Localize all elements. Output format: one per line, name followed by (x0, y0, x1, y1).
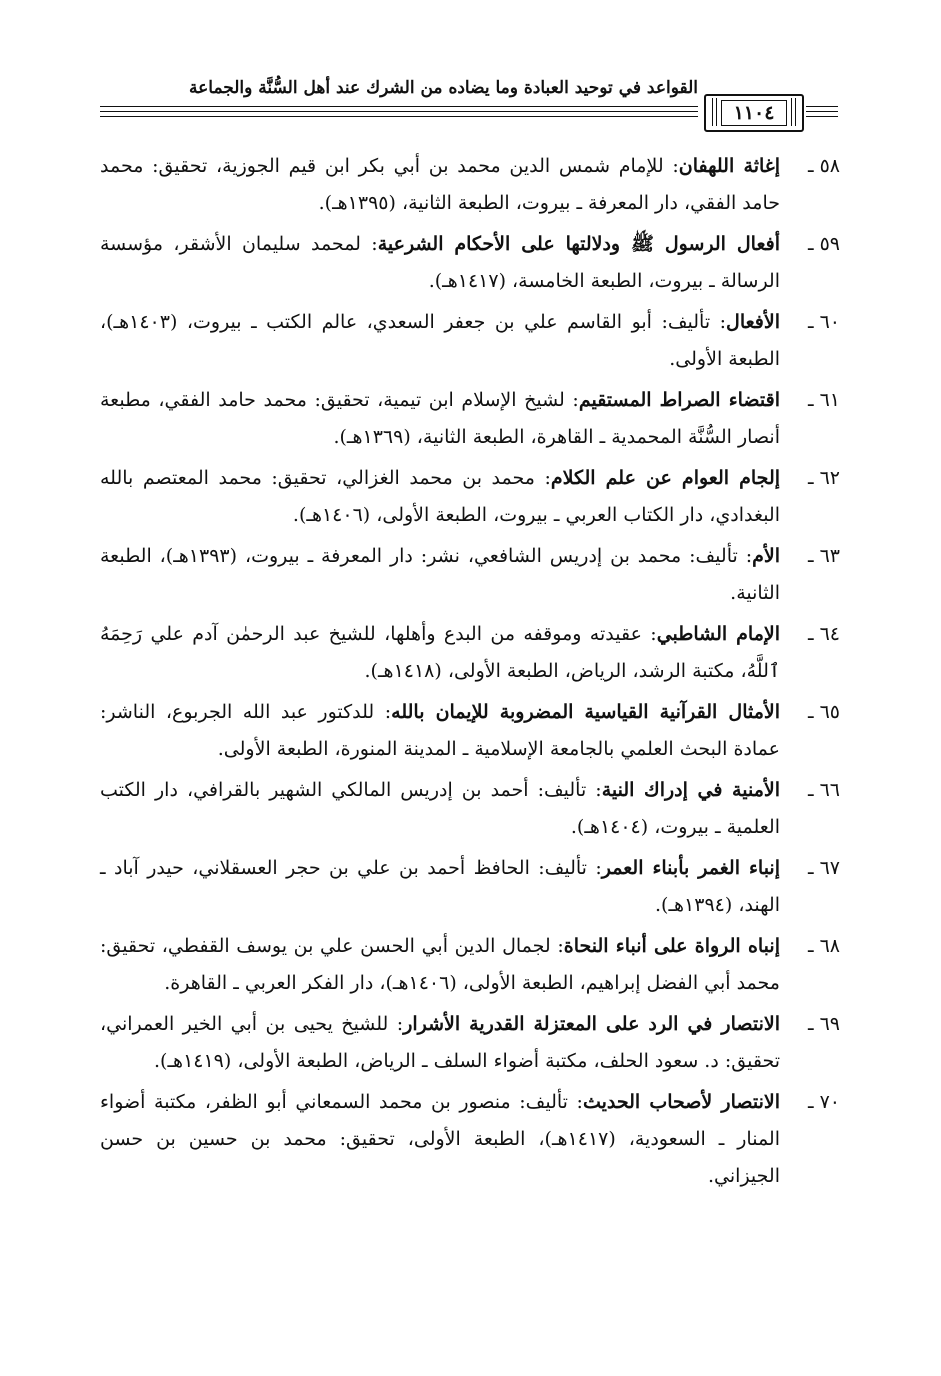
reference-title: إنباه الرواة على أنباء النحاة (563, 935, 780, 957)
reference-details: : للدكتور عبد الله الجربوع، الناشر: عمادة البحث العلمي بالجامعة الإسلامية ـ المدينة المنورة، الطبعة الأولى. (100, 701, 780, 760)
reference-details: : لشيخ الإسلام ابن تيمية، تحقيق: محمد حامد الفقي، مطبعة أنصار السُّنَّة المحمدية ـ القاهرة، الطبعة الثانية، (١٣٦٩هـ). (100, 389, 780, 448)
reference-number: ٦٢ ـ (807, 467, 840, 489)
reference-number: ٦٤ ـ (807, 623, 840, 645)
reference-number: ٦٣ ـ (807, 545, 840, 567)
reference-details: : تأليف: أحمد بن إدريس المالكي الشهير بالقرافي، دار الكتب العلمية ـ بيروت، (١٤٠٤هـ). (100, 779, 780, 838)
reference-number: ٧٠ ـ (807, 1091, 840, 1113)
header-rule (100, 106, 698, 107)
reference-item (100, 226, 840, 300)
reference-details: : تأليف: محمد بن إدريس الشافعي، نشر: دار المعرفة ـ بيروت، (١٣٩٣هـ)، الطبعة الثانية. (100, 545, 780, 604)
reference-title: الأمثال القرآنية القياسية المضروبة للإيمان بالله (391, 701, 781, 723)
reference-details: : محمد بن محمد الغزالي، تحقيق: محمد المعتصم بالله البغدادي، دار الكتاب العربي ـ بيروت، الطبعة الأولى، (١٤٠٦هـ). (100, 467, 780, 526)
reference-item (100, 850, 840, 924)
header-rule (806, 106, 838, 107)
reference-item (100, 928, 840, 1002)
reference-item (100, 1084, 840, 1195)
reference-details: : لمحمد سليمان الأشقر، مؤسسة الرسالة ـ بيروت، الطبعة الخامسة، (١٤١٧هـ). (100, 233, 780, 292)
reference-item (100, 694, 840, 768)
reference-title: الأمنية في إدراك النية (601, 779, 780, 801)
page-number-frame (704, 94, 804, 132)
header-rule (100, 111, 698, 112)
reference-details: : لجمال الدين أبي الحسن علي بن يوسف القفطي، تحقيق: محمد أبي الفضل إبراهيم، الطبعة الأولى، (١٤٠٦هـ)، دار الفكر العربي ـ القاهرة. (100, 935, 780, 994)
running-title: القواعد في توحيد العبادة وما يضاده من الشرك عند أهل السُّنَّة والجماعة (189, 78, 698, 98)
reference-item (100, 772, 840, 846)
header-rule (806, 111, 838, 112)
reference-item (100, 148, 840, 222)
reference-number: ٥٨ ـ (807, 155, 840, 177)
reference-details: : للشيخ يحيى بن أبي الخير العمراني، تحقيق: د. سعود الحلف، مكتبة أضواء السلف ـ الرياض، الطبعة الأولى، (١٤١٩هـ). (100, 1013, 780, 1072)
reference-details: : تأليف: الحافظ أحمد بن علي بن حجر العسقلاني، حيدر آباد ـ الهند، (١٣٩٤هـ). (100, 857, 780, 916)
reference-number: ٦٦ ـ (807, 779, 840, 801)
reference-title: الانتصار لأصحاب الحديث (582, 1091, 780, 1113)
reference-number: ٦٧ ـ (807, 857, 840, 879)
reference-title: الانتصار في الرد على المعتزلة القدرية الأشرار (403, 1013, 780, 1035)
reference-list (100, 148, 840, 1199)
reference-details: : للإمام شمس الدين محمد بن أبي بكر ابن قيم الجوزية، تحقيق: محمد حامد الفقي، دار المعرفة ـ بيروت، الطبعة الثانية، (١٣٩٥هـ). (100, 155, 780, 214)
reference-number: ٥٩ ـ (807, 233, 840, 255)
reference-details: : تأليف: أبو القاسم علي بن جعفر السعدي، عالم الكتب ـ بيروت، (١٤٠٣هـ)، الطبعة الأولى. (100, 311, 780, 370)
reference-item (100, 304, 840, 378)
reference-number: ٦١ ـ (807, 389, 840, 411)
reference-item (100, 616, 840, 690)
reference-details: : تأليف: منصور بن محمد السمعاني أبو الظفر، مكتبة أضواء المنار ـ السعودية، (١٤١٧هـ)، الطبعة الأولى، تحقيق: محمد بن حسين بن حسن الجيزاني. (100, 1091, 780, 1187)
reference-title: أفعال الرسول ﷺ ودلالتها على الأحكام الشرعية (377, 233, 780, 255)
header-rule (806, 116, 838, 117)
page-header (98, 68, 838, 132)
reference-item (100, 382, 840, 456)
reference-title: الإمام الشاطبي (656, 623, 780, 645)
reference-title: إغاثة اللهفان (678, 155, 781, 177)
reference-title: الأم (752, 545, 780, 567)
page-number: ١١٠٤ (721, 100, 788, 126)
reference-title: اقتضاء الصراط المستقيم (578, 389, 780, 411)
reference-number: ٦٠ ـ (807, 311, 840, 333)
header-rule (100, 116, 698, 117)
reference-title: الأفعال (726, 311, 780, 333)
reference-number: ٦٨ ـ (807, 935, 840, 957)
reference-number: ٦٥ ـ (807, 701, 840, 723)
reference-number: ٦٩ ـ (807, 1013, 840, 1035)
reference-title: إنباء الغمر بأبناء العمر (601, 857, 780, 879)
reference-item (100, 1006, 840, 1080)
reference-item (100, 460, 840, 534)
reference-item (100, 538, 840, 612)
reference-title: إلجام العوام عن علم الكلام (550, 467, 781, 489)
reference-details: : عقيدته وموقفه من البدع وأهلها، للشيخ عبد الرحمٰن آدم علي رَحِمَهُ ٱللَّهُ، مكتبة الرشد، الرياض، الطبعة الأولى، (١٤١٨هـ). (100, 623, 780, 682)
